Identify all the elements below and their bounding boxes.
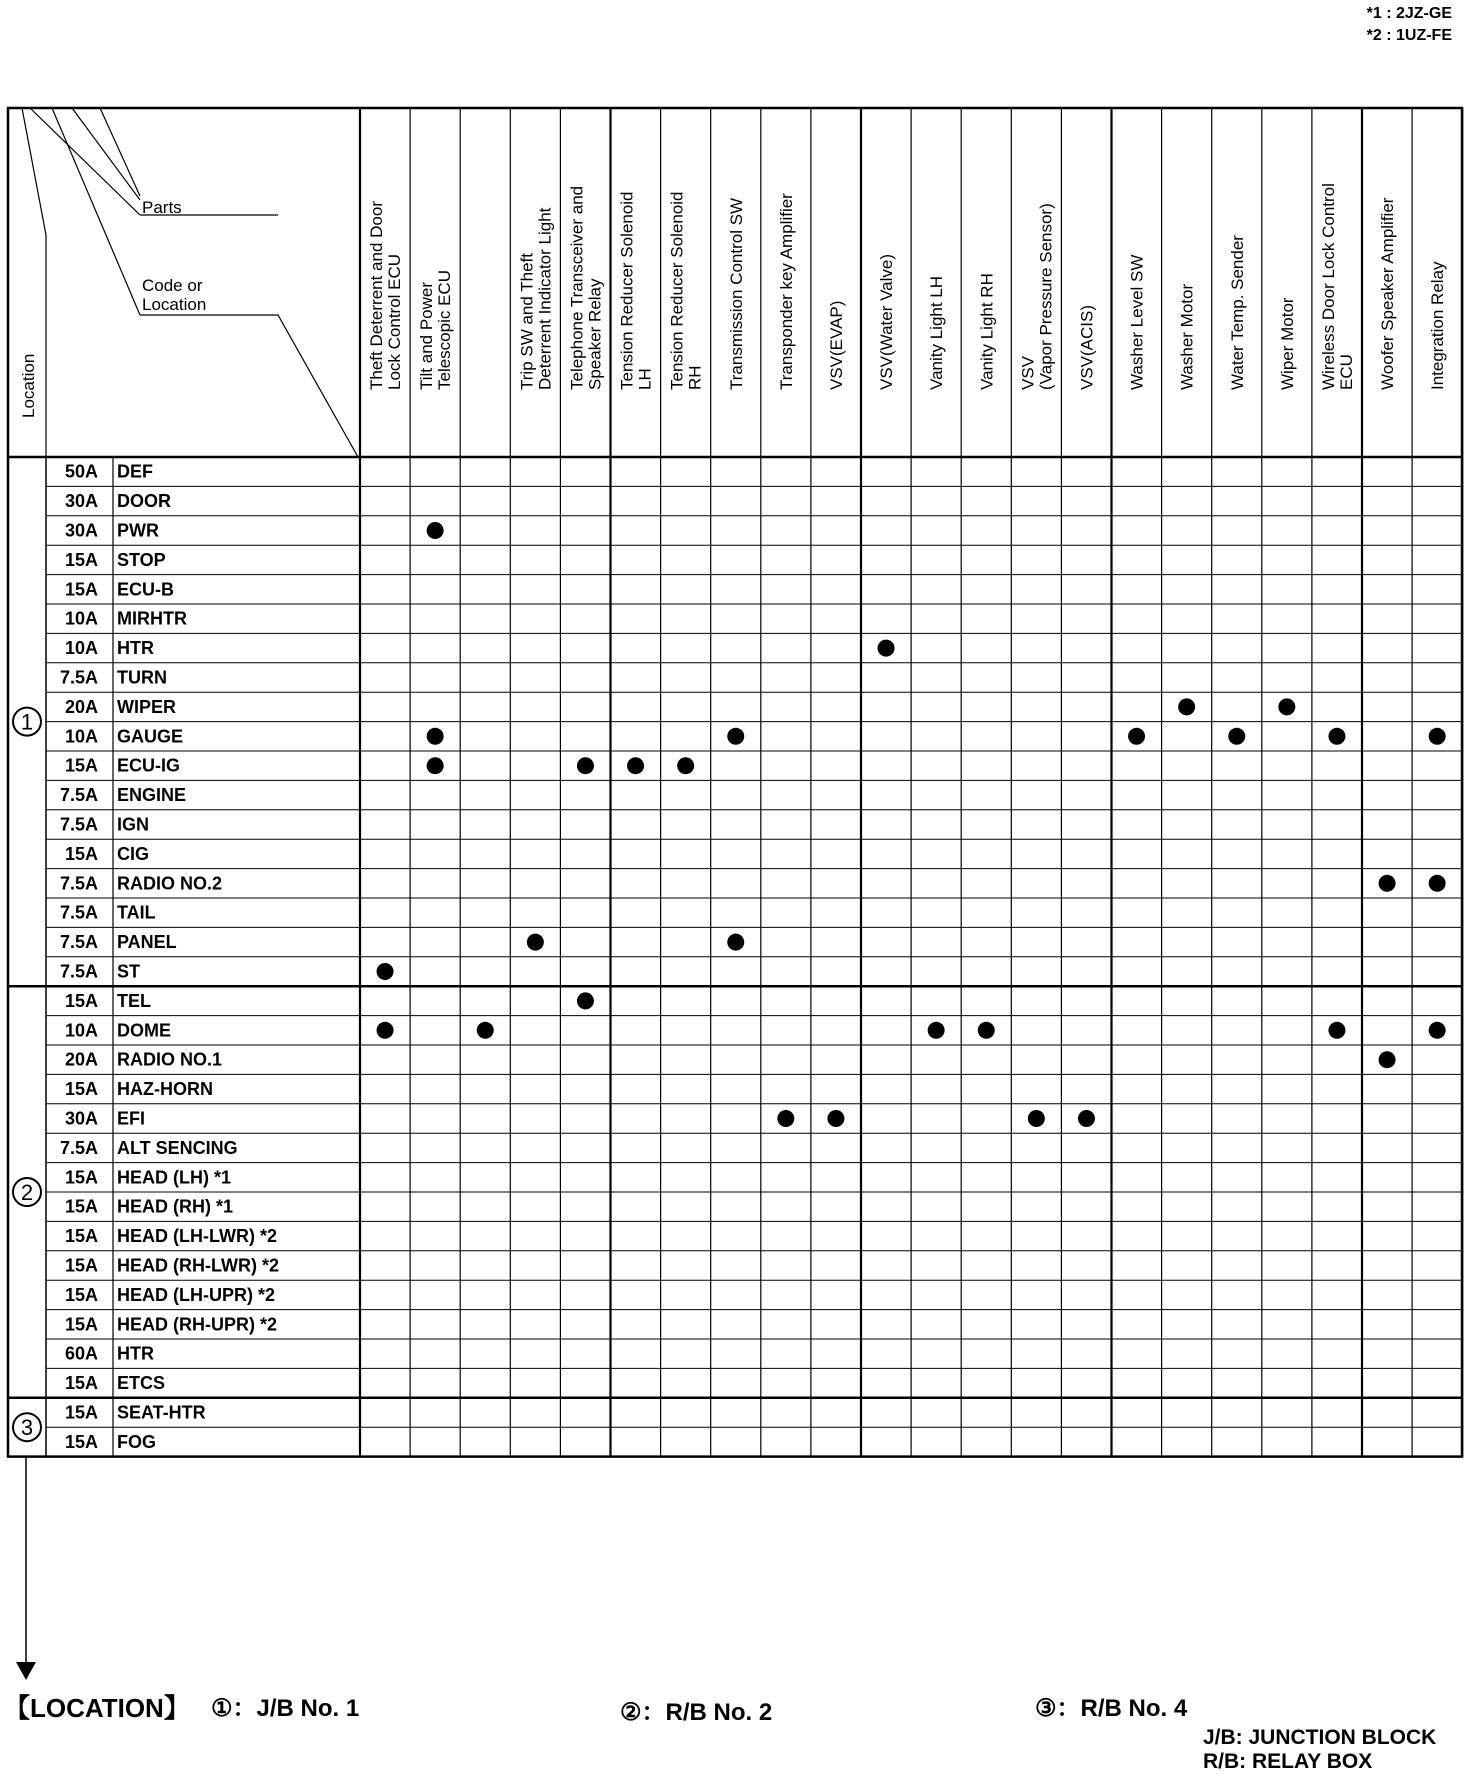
- fuse-code: TEL: [117, 990, 151, 1011]
- column-header-1-line-1: Theft Deterrent and Door: [367, 201, 387, 390]
- mark-dot: [1278, 698, 1295, 715]
- fuse-code: HAZ-HORN: [117, 1079, 213, 1100]
- fuse-code: DOME: [117, 1020, 171, 1041]
- column-header-20-line-2: ECU: [1336, 354, 1356, 390]
- legend-text-2: R/B No. 2: [665, 1699, 773, 1726]
- column-header-15-line-1: VSV(ACIS): [1077, 304, 1097, 390]
- amp-rating: 7.5A: [59, 873, 98, 894]
- column-header-19-line-1: Wiper Motor: [1277, 297, 1297, 390]
- legend-title: 【LOCATION】: [4, 1693, 190, 1723]
- fuse-code: HEAD (LH-UPR) *2: [117, 1284, 276, 1305]
- amp-rating: 60A: [64, 1343, 98, 1364]
- amp-rating: 15A: [64, 579, 98, 600]
- column-header-10-line-1: VSV(EVAP): [826, 300, 846, 390]
- mark-dot: [577, 992, 594, 1009]
- location-number: 2: [20, 1180, 34, 1205]
- fuse-code: DEF: [117, 461, 153, 482]
- column-header-9-line-1: Transponder key Amplifier: [776, 193, 796, 390]
- fuse-code: DOOR: [117, 491, 171, 512]
- parts-header: Parts: [142, 198, 182, 217]
- fuse-code: STOP: [117, 549, 166, 570]
- fuse-code: RADIO NO.1: [117, 1049, 223, 1070]
- fuse-code: ECU-IG: [117, 755, 180, 776]
- amp-rating: 30A: [64, 520, 98, 541]
- fuse-code: TAIL: [117, 902, 156, 923]
- arrow-down-icon: [16, 1662, 36, 1680]
- mark-dot: [727, 728, 744, 745]
- amp-rating: 15A: [64, 1284, 98, 1305]
- note-2: *2 : 1UZ-FE: [1366, 27, 1452, 44]
- mark-dot: [627, 757, 644, 774]
- amp-rating: 15A: [64, 1314, 98, 1335]
- mark-dot: [978, 1022, 995, 1039]
- mark-dot: [878, 640, 895, 657]
- fuse-code: ENGINE: [117, 785, 187, 806]
- amp-rating: 10A: [64, 1020, 98, 1041]
- legend-item-1: ①：J/B No. 1: [211, 1695, 360, 1722]
- fuse-code: IGN: [117, 814, 150, 835]
- amp-rating: 7.5A: [59, 1137, 98, 1158]
- amp-rating: 15A: [64, 755, 98, 776]
- mark-dot: [677, 757, 694, 774]
- amp-rating: 7.5A: [59, 961, 98, 982]
- mark-dot: [377, 1022, 394, 1039]
- amp-rating: 15A: [64, 549, 98, 570]
- column-header-7-line-1: Tension Reducer Solenoid: [667, 191, 687, 390]
- fuse-code: ALT SENCING: [117, 1137, 238, 1158]
- abbr-rb: R/B: RELAY BOX: [1203, 1750, 1373, 1773]
- column-header-11-line-1: VSV(Water Valve): [877, 253, 897, 390]
- mark-dot: [1028, 1110, 1045, 1127]
- column-header-21-line-1: Woofer Speaker Amplifier: [1378, 197, 1398, 390]
- amp-rating: 7.5A: [59, 932, 98, 953]
- fuse-code: HTR: [117, 1343, 154, 1364]
- column-header-5-line-2: Speaker Relay: [585, 278, 605, 390]
- mark-dot: [777, 1110, 794, 1127]
- mark-dot: [1228, 728, 1245, 745]
- mark-dot: [1128, 728, 1145, 745]
- amp-rating: 15A: [64, 1079, 98, 1100]
- circle-2-icon: ②: [620, 1699, 642, 1726]
- amp-rating: 15A: [64, 990, 98, 1011]
- amp-rating: 20A: [64, 696, 98, 717]
- amp-rating: 15A: [64, 1255, 98, 1276]
- column-header-4-line-1: Trip SW and Theft: [517, 253, 537, 390]
- mark-dot: [1379, 875, 1396, 892]
- column-header-14-line-2: (Vapor Pressure Sensor): [1036, 203, 1056, 390]
- mark-dot: [1328, 1022, 1345, 1039]
- code-header-1: Code or: [142, 276, 203, 295]
- circle-1-icon: ①: [211, 1695, 233, 1722]
- legend-item-2: ②：R/B No. 2: [620, 1699, 773, 1726]
- fuse-code: HEAD (RH-LWR) *2: [117, 1255, 279, 1276]
- amp-rating: 30A: [64, 1108, 98, 1129]
- mark-dot: [827, 1110, 844, 1127]
- mark-dot: [427, 757, 444, 774]
- mark-dot: [427, 728, 444, 745]
- amp-rating: 15A: [64, 1431, 98, 1452]
- column-header-4-line-2: Deterrent Indicator Light: [535, 207, 555, 390]
- amp-rating: 7.5A: [59, 785, 98, 806]
- mark-dot: [1328, 728, 1345, 745]
- column-header-1-line-2: Lock Control ECU: [385, 253, 405, 390]
- mark-dot: [1429, 728, 1446, 745]
- fuse-code: ST: [117, 961, 141, 982]
- column-header-14-line-1: VSV: [1018, 355, 1038, 390]
- fuse-code: CIG: [117, 843, 150, 864]
- location-header: Location: [19, 353, 38, 418]
- amp-rating: 15A: [64, 1373, 98, 1394]
- fuse-code: RADIO NO.2: [117, 873, 223, 894]
- amp-rating: 7.5A: [59, 902, 98, 923]
- fuse-code: TURN: [117, 667, 167, 688]
- column-header-5-line-1: Telephone Transceiver and: [567, 185, 587, 390]
- legend-text-1: J/B No. 1: [256, 1695, 360, 1722]
- amp-rating: 15A: [64, 1402, 98, 1423]
- mark-dot: [1429, 875, 1446, 892]
- amp-rating: 10A: [64, 638, 98, 659]
- note-1: *1 : 2JZ-GE: [1366, 5, 1452, 22]
- column-header-6-line-1: Tension Reducer Solenoid: [617, 191, 637, 390]
- legend-item-3: ③：R/B No. 4: [1035, 1695, 1188, 1722]
- abbr-jb: J/B: JUNCTION BLOCK: [1203, 1726, 1437, 1749]
- fuse-code: PANEL: [117, 932, 177, 953]
- amp-rating: 7.5A: [59, 814, 98, 835]
- location-number: 1: [20, 709, 34, 735]
- mark-dot: [477, 1022, 494, 1039]
- column-header-8-line-1: Transmission Control SW: [726, 197, 746, 390]
- fuse-code: FOG: [117, 1431, 156, 1452]
- column-header-18-line-1: Water Temp. Sender: [1227, 235, 1247, 390]
- column-header-17-line-1: Washer Motor: [1177, 283, 1197, 390]
- amp-rating: 7.5A: [59, 667, 98, 688]
- mark-dot: [1178, 698, 1195, 715]
- fuse-code: HEAD (RH) *1: [117, 1196, 234, 1217]
- mark-dot: [527, 934, 544, 951]
- column-header-13-line-1: Vanity Light RH: [977, 273, 997, 390]
- column-header-7-line-2: RH: [685, 365, 705, 390]
- location-number: 3: [20, 1415, 34, 1441]
- fuse-code: GAUGE: [117, 726, 184, 747]
- fuse-code: WIPER: [117, 696, 177, 717]
- fuse-code: ECU-B: [117, 579, 174, 600]
- amp-rating: 30A: [64, 491, 98, 512]
- amp-rating: 15A: [64, 1226, 98, 1247]
- fuse-code: EFI: [117, 1108, 146, 1129]
- column-header-2-line-2: Telescopic ECU: [435, 270, 455, 390]
- amp-rating: 10A: [64, 608, 98, 629]
- fuse-code: HTR: [117, 638, 154, 659]
- amp-rating: 15A: [64, 1167, 98, 1188]
- mark-dot: [928, 1022, 945, 1039]
- fuse-code: HEAD (LH-LWR) *2: [117, 1226, 277, 1247]
- mark-dot: [1379, 1051, 1396, 1068]
- amp-rating: 15A: [64, 843, 98, 864]
- circle-3-icon: ③: [1035, 1695, 1057, 1722]
- mark-dot: [427, 522, 444, 539]
- amp-rating: 20A: [64, 1049, 98, 1070]
- legend-text-3: R/B No. 4: [1080, 1695, 1188, 1722]
- fuse-code: MIRHTR: [117, 608, 187, 629]
- column-header-6-line-2: LH: [635, 368, 655, 390]
- amp-rating: 50A: [64, 461, 98, 482]
- fuse-code: PWR: [117, 520, 159, 541]
- mark-dot: [377, 963, 394, 980]
- fuse-code: ETCS: [117, 1373, 166, 1394]
- amp-rating: 15A: [64, 1196, 98, 1217]
- amp-rating: 10A: [64, 726, 98, 747]
- column-header-2-line-1: Tilt and Power: [417, 281, 437, 390]
- mark-dot: [727, 934, 744, 951]
- code-header-2: Location: [142, 295, 207, 314]
- column-header-16-line-1: Washer Level SW: [1127, 254, 1147, 390]
- column-header-12-line-1: Vanity Light LH: [927, 275, 947, 390]
- column-header-20-line-1: Wireless Door Lock Control: [1318, 183, 1338, 390]
- fuse-code: SEAT-HTR: [117, 1402, 206, 1423]
- mark-dot: [1078, 1110, 1095, 1127]
- fuse-code: HEAD (LH) *1: [117, 1167, 232, 1188]
- mark-dot: [577, 757, 594, 774]
- fuse-code: HEAD (RH-UPR) *2: [117, 1314, 278, 1335]
- mark-dot: [1429, 1022, 1446, 1039]
- column-header-22-line-1: Integration Relay: [1428, 261, 1448, 390]
